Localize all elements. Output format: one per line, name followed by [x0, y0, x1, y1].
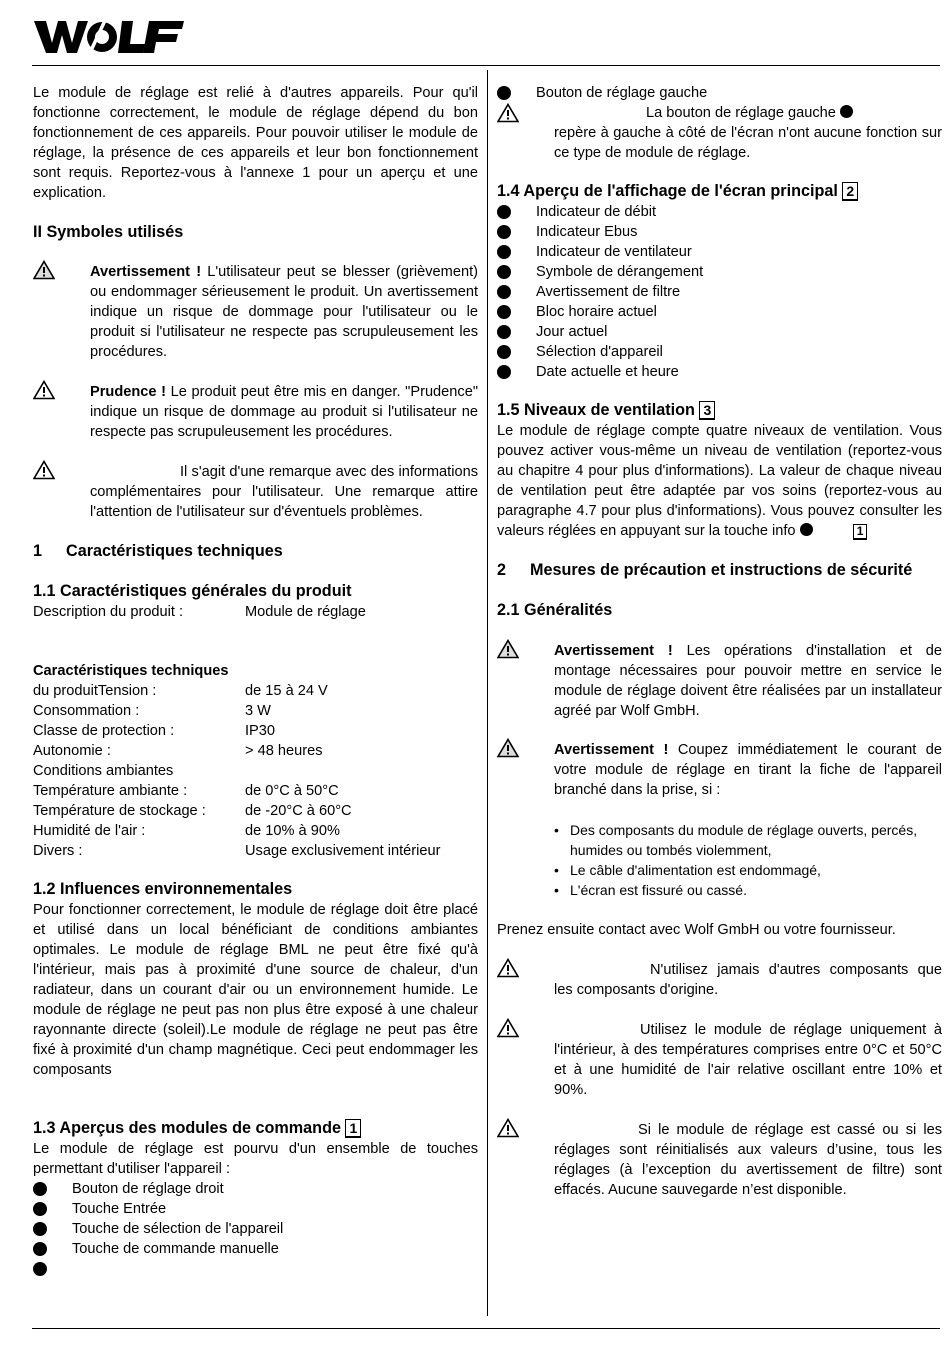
spec-key: Consommation : [33, 703, 140, 719]
warning-text: Coupez immédiatement le courant de votre module de réglage en tirant la fiche de l'appareil branché dans la prise, si : [554, 742, 942, 798]
spec-value: > 48 heures [245, 743, 323, 759]
note-block [497, 1020, 942, 1100]
spec-row [33, 741, 478, 761]
section-1-title: Caractéristiques techniques [66, 542, 283, 560]
spec-row [33, 701, 478, 721]
section-1-3-title: 1.3 Aperçus des modules de commande [33, 1119, 341, 1137]
list-item [497, 322, 942, 342]
caution-text: Le produit peut être mis en danger. "Prudence" indique un risque de dommage au produit si l'utilisateur ne respecte pas scrupuleusement les procédures. [90, 384, 479, 440]
list-item: • L'écran est fissuré ou cassé. [554, 880, 942, 900]
section-1-2-title: Influences environnementales [60, 880, 293, 898]
note-block [497, 960, 942, 1000]
spec-value: IP30 [245, 723, 276, 739]
spec-key: Température ambiante : [33, 783, 188, 799]
list-item [497, 342, 942, 362]
section-1-4-number: 1.4 [497, 182, 520, 200]
warning-label: Avertissement ! [554, 643, 673, 659]
bullet-dot-icon [497, 86, 511, 100]
warning-icon [33, 260, 55, 280]
bullet-dot-icon [840, 105, 853, 118]
list-item [33, 1259, 478, 1279]
tech-specs-heading: Caractéristiques techniques [33, 663, 229, 679]
bullet-dot-icon [33, 1182, 47, 1196]
section-1-5-title: Niveaux de ventilation [524, 401, 695, 419]
warning-text: L'utilisateur peut se blesser (grièvement) ou endommager sérieusement le produit. Un avertissement indique un risque de dommage pour l'utilisateur ou le produit si l'utilisateur ne respecte pas scrupuleusement les procédures. [90, 264, 478, 360]
warning-block [33, 262, 478, 362]
list-item-label: Indicateur Ebus [536, 224, 638, 240]
section-2-number: 2 [497, 561, 507, 579]
list-item-label: Indicateur de ventilateur [536, 244, 692, 260]
section-1-1-heading [33, 581, 478, 602]
contact-text: Prenez ensuite contact avec Wolf GmbH ou votre fournisseur. [497, 922, 896, 938]
display-list [497, 202, 942, 382]
note-text: Il s'agit d'une remarque avec des informations complémentaires pour l'utilisateur. Une remarque attire l'attention de l'utilisateur sur d'éventuels problèmes. [90, 464, 478, 520]
spec-row [33, 721, 478, 741]
list-item-label: Indicateur de débit [536, 204, 657, 220]
list-item [497, 262, 942, 282]
list-item-label: Symbole de dérangement [536, 264, 704, 280]
note-text: Si le module de réglage est cassé ou si les réglages sont réinitialisés aux valeurs d’usine, tous les réglages (à l’exception du avertissement de filtre) sont effacés. Aucune sauvegarde n’est disponible. [554, 1122, 942, 1198]
warning-block [497, 641, 942, 721]
bullet-dot-icon [33, 1202, 47, 1216]
warning-text: Les opérations d'installation et de montage nécessaires pour pouvoir mettre en service le module de réglage doivent être réalisées par un installateur agréé par Wolf GmbH. [554, 643, 942, 719]
list-item-label: Sélection d'appareil [536, 344, 663, 360]
list-item [497, 83, 942, 103]
tech-specs-list [33, 681, 478, 861]
intro-paragraph: Le module de réglage est relié à d'autres appareils. Pour qu'il fonctionne correctement, le module de réglage dépend du bon fonctionnement de ces appareils. Pour pouvoir utiliser le module de réglage, la présence de ces appareils et leur bon fonctionnement sont requis. Reportez-vous à l'annexe 1 pour un aperçu et une explication. [33, 85, 478, 201]
list-item-label: Touche de sélection de l'appareil [72, 1221, 284, 1237]
spec-key: du produitTension : [33, 683, 157, 699]
section-1-5-heading [497, 400, 942, 421]
spec-row [33, 801, 478, 821]
section-1-number: 1 [33, 542, 43, 560]
note-icon [497, 1118, 519, 1138]
section-1-5-number: 1.5 [497, 401, 520, 419]
list-item: • Des composants du module de réglage ouverts, percés, humides ou tombés violemment, [554, 820, 942, 860]
wolf-logo [32, 15, 192, 57]
warning-label: Avertissement ! [554, 742, 669, 758]
spec-value: de 15 à 24 V [245, 683, 328, 699]
section-1-2-text: Pour fonctionner correctement, le module de réglage doit être placé et utilisé dans un local bénéficiant de conditions ambiantes optimales. Le module de réglage BML ne peut être fixé qu'à l'intérieur, mais pas à proximité d'une source de chaleur, d'un radiateur, dans un courant d'air ou un environnement humide. Le module de réglage ne peut pas non plus être exposé à une chaleur rayonnante directe (soleil).Le module de réglage ne peut pas être fixé à proximité d'un champ magnétique. Ceci peut endommager les composants [33, 902, 478, 1078]
spec-value: de 0°C à 50°C [245, 783, 339, 799]
spec-key: Température de stockage : [33, 803, 206, 819]
list-item-label: Touche Entrée [72, 1201, 167, 1217]
bullet-dot-icon [33, 1222, 47, 1236]
note-text: La bouton de réglage gauche [646, 105, 836, 121]
warning-label: Avertissement ! [90, 264, 202, 280]
bullet-dot-icon [497, 245, 511, 259]
warning-block [497, 740, 942, 800]
condition-list [497, 820, 942, 900]
bullet-dot-icon [497, 205, 511, 219]
figure-ref-box: 1 [345, 1119, 361, 1138]
list-item-label: Jour actuel [536, 324, 608, 340]
note-icon [497, 958, 519, 978]
note-block [497, 103, 942, 163]
left-column [33, 83, 478, 1279]
bullet-dot-icon [497, 365, 511, 379]
warning-icon [497, 639, 519, 659]
symbols-heading: II Symboles utilisés [33, 223, 184, 241]
column-separator [487, 70, 488, 1316]
section-1-5-body: Le module de réglage compte quatre niveaux de ventilation. Vous pouvez activer vous-même un niveau de ventilation (reportez-vous au chapitre 4 pour plus d'informations). La valeur de chaque niveau de ventilation peut être adaptée par vos soins (reportez-vous au paragraphe 4.7 pour plus d'informations). Vous pouvez consulter les valeurs réglées en appuyant sur la touche info [497, 423, 942, 539]
list-item [497, 282, 942, 302]
list-item-label: Date actuelle et heure [536, 364, 679, 380]
spec-row [33, 821, 478, 841]
list-item [497, 242, 942, 262]
note-icon [33, 460, 55, 480]
section-1-4-title: Aperçu de l'affichage de l'écran principal [523, 182, 838, 200]
warning-icon [497, 738, 519, 758]
spec-key: Humidité de l'air : [33, 823, 146, 839]
bullet-dot-icon [497, 265, 511, 279]
note-icon [497, 1018, 519, 1038]
note-block [497, 1120, 942, 1200]
spec-key: Autonomie : [33, 743, 111, 759]
spec-row [33, 761, 478, 781]
product-description-value: Module de réglage [245, 604, 366, 620]
section-1-1-title: Caractéristiques générales du produit [60, 582, 352, 600]
header-rule [32, 65, 940, 66]
bullet-dot-icon [497, 305, 511, 319]
controls-list [33, 1179, 478, 1279]
list-item-label: Bouton de réglage gauche [536, 85, 708, 101]
list-item-label: Bloc horaire actuel [536, 304, 657, 320]
spec-row [33, 781, 478, 801]
caution-block [33, 382, 478, 442]
spec-key: Classe de protection : [33, 723, 175, 739]
spec-key: Conditions ambiantes [33, 763, 174, 779]
bullet-dot-icon [497, 285, 511, 299]
spec-row [33, 841, 478, 861]
section-2-1-title: Généralités [524, 601, 613, 619]
bullet-dot-icon [497, 345, 511, 359]
list-item-label: Avertissement de filtre [536, 284, 681, 300]
bullet-dot-icon [497, 325, 511, 339]
list-item-label: Touche de commande manuelle [72, 1241, 279, 1257]
bullet-dot-icon [33, 1242, 47, 1256]
spec-value: de 10% à 90% [245, 823, 340, 839]
footer-rule [32, 1328, 940, 1329]
spec-value: Usage exclusivement intérieur [245, 843, 441, 859]
section-2-1-heading [497, 600, 942, 621]
section-1-2-number: 1.2 [33, 880, 56, 898]
section-1-heading [33, 541, 478, 562]
info-button-dot-icon [800, 523, 813, 536]
list-item [33, 1179, 478, 1199]
section-1-4-heading [497, 181, 942, 202]
note-block [33, 462, 478, 522]
note-text: repère à gauche à côté de l'écran n'ont aucune fonction sur ce type de module de réglage. [554, 125, 942, 161]
figure-ref-box: 3 [699, 401, 715, 420]
bullet-dot-icon [497, 225, 511, 239]
list-item [497, 302, 942, 322]
list-item [33, 1239, 478, 1259]
list-item-label: Bouton de réglage droit [72, 1181, 224, 1197]
list-item [497, 222, 942, 242]
spec-row [33, 681, 478, 701]
list-item [33, 1219, 478, 1239]
product-description-row [33, 602, 478, 622]
section-1-3-heading [33, 1118, 478, 1139]
note-text: Utilisez le module de réglage uniquement à l'intérieur, à des températures comprises entre 0°C et 50°C et à une humidité de l'air relative oscillant entre 10% et 90%. [554, 1022, 942, 1098]
list-item: • Le câble d'alimentation est endommagé, [554, 860, 942, 880]
spec-value: de -20°C à 60°C [245, 803, 352, 819]
figure-ref-box: 2 [842, 182, 858, 201]
list-item [497, 362, 942, 382]
caution-icon [33, 380, 55, 400]
note-text: N'utilisez jamais d'autres composants que les composants d'origine. [554, 962, 942, 998]
section-1-1-number: 1.1 [33, 582, 56, 600]
section-1-2-heading [33, 879, 478, 900]
caution-label: Prudence ! [90, 384, 167, 400]
section-2-title: Mesures de précaution et instructions de sécurité [530, 561, 913, 579]
list-item [33, 1199, 478, 1219]
bullet-dot-icon [33, 1262, 47, 1276]
right-column [497, 83, 942, 1200]
section-2-heading [497, 560, 942, 581]
product-description-key: Description du produit : [33, 604, 184, 620]
list-item [497, 202, 942, 222]
spec-key: Divers : [33, 843, 83, 859]
section-1-5-text [497, 421, 942, 541]
note-icon [497, 103, 519, 123]
section-1-3-text: Le module de réglage est pourvu d'un ensemble de touches permettant d'utiliser l'appareil : [33, 1141, 478, 1177]
spec-value: 3 W [245, 703, 271, 719]
figure-ref-box: 1 [853, 524, 868, 540]
section-2-1-number: 2.1 [497, 601, 520, 619]
